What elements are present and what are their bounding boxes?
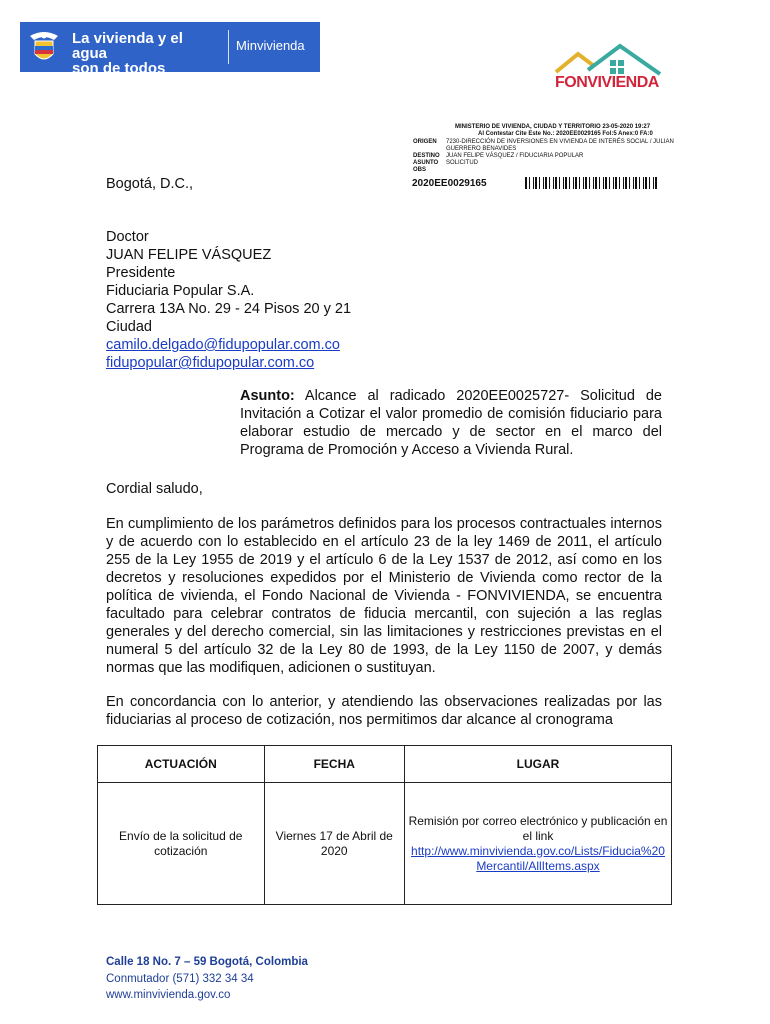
stamp-value-asunto: SOLICITUD	[446, 160, 479, 166]
slogan-line-2: son de todos	[72, 60, 166, 77]
schedule-table	[97, 745, 672, 905]
stamp-value-origen: 7230-DIRECCIÓN DE INVERSIONES EN VIVIENDA DE INTERÉS SOCIAL / JULIAN	[446, 139, 674, 145]
column-header-lugar: LUGAR	[405, 746, 672, 783]
recipient-company: Fiduciaria Popular S.A.	[106, 283, 255, 299]
stamp-value-origen-cont: GUERRERO BENAVIDES	[446, 146, 517, 152]
recipient-email-1-link[interactable]: camilo.delgado@fidupopular.com.co	[106, 337, 340, 353]
government-slogan	[72, 31, 222, 76]
cell-lugar	[405, 783, 672, 905]
footer-address: Calle 18 No. 7 – 59 Bogotá, Colombia	[106, 956, 308, 968]
stamp-label-origen: ORIGEN	[413, 139, 437, 145]
stamp-number: 2020EE0029165	[412, 178, 487, 189]
coat-of-arms-icon	[26, 28, 62, 66]
slogan-line-1: La vivienda y el agua	[72, 30, 183, 62]
footer-website-link[interactable]: www.minvivienda.gov.co	[106, 989, 231, 1001]
stamp-label-destino: DESTINO	[413, 153, 440, 159]
recipient-block	[106, 228, 351, 372]
recipient-name: JUAN FELIPE VÁSQUEZ	[106, 247, 272, 263]
recipient-address: Carrera 13A No. 29 - 24 Pisos 20 y 21	[106, 301, 352, 317]
barcode-icon	[525, 177, 657, 189]
body-paragraph-1: En cumplimiento de los parámetros definidos para los procesos contractuales internos y de acuerdo con lo establecido en el artículo 23 de la ley 1469 de 2011, el artículo 255 de la Ley 1955 de 2019 y el artículo 6 de la Ley 1537 de 2012, así como en los decretos y resoluciones expedidos por el Ministerio de Vivienda como rector de la política de vivienda, el Fondo Nacional de Vivienda - FONVIVIENDA, se encuentra facultado para celebrar contratos de fiducia mercantil, con sujeción a las reglas generales y del derecho comercial, sin las limitaciones y restricciones previstas en el numeral 5 del artículo 32 de la Ley 80 de 1993, de la Ley 1150 de 2007, y demás normas que las modifiquen, adicionen o sustituyan.	[106, 516, 662, 676]
table-row	[98, 783, 672, 905]
cell-actuacion: Envío de la solicitud de cotización	[98, 783, 265, 905]
column-header-fecha: FECHA	[264, 746, 404, 783]
column-header-actuacion: ACTUACIÓN	[98, 746, 265, 783]
stamp-label-asunto: ASUNTO	[413, 160, 439, 166]
government-banner	[20, 22, 320, 77]
place-date: Bogotá, D.C.,	[106, 176, 194, 192]
greeting: Cordial saludo,	[106, 481, 203, 497]
recipient-salutation: Doctor	[106, 229, 149, 245]
banner-divider	[228, 30, 229, 64]
cell-lugar-link[interactable]: http://www.minvivienda.gov.co/Lists/Fiducia%20Mercantil/AllItems.aspx	[411, 843, 665, 873]
table-header-row	[98, 746, 672, 783]
recipient-title: Presidente	[106, 265, 176, 281]
stamp-value-destino: JUAN FELIPE VÁSQUEZ / FIDUCIARIA POPULAR	[446, 153, 584, 159]
fonvivienda-logo-text: FONVIVIENDA	[555, 74, 659, 91]
recipient-email-2-link[interactable]: fidupopular@fidupopular.com.co	[106, 355, 315, 371]
ministry-name: Minvivienda	[236, 38, 305, 53]
subject-text: Alcance al radicado 2020EE0025727- Solicitud de Invitación a Cotizar el valor promedio de comisión fiduciario para elaborar estudio de mercado y de sector en el marco del Programa de Promoción y Acceso a Vivienda Rural.	[240, 388, 662, 458]
subject-label: Asunto:	[240, 388, 295, 404]
stamp-label-obs: OBS	[413, 167, 427, 173]
recipient-city: Ciudad	[106, 319, 152, 335]
stamp-title: MINISTERIO DE VIVIENDA, CIUDAD Y TERRITORIO 23-05-2020 19:27	[455, 124, 651, 130]
cell-fecha: Viernes 17 de Abril de 2020	[264, 783, 404, 905]
footer-phone: Conmutador (571) 332 34 34	[106, 973, 254, 985]
subject	[240, 387, 662, 459]
cell-lugar-text: Remisión por correo electrónico y publicación en el link	[408, 813, 668, 843]
body-paragraph-2: En concordancia con lo anterior, y atendiendo las observaciones realizadas por las fiduciarias al proceso de cotización, nos permitimos dar alcance al cronograma	[106, 694, 662, 728]
stamp-reference: Al Contestar Cite Este No.: 2020EE0029165 Fol:5 Anex:0 FA:0	[478, 131, 653, 137]
